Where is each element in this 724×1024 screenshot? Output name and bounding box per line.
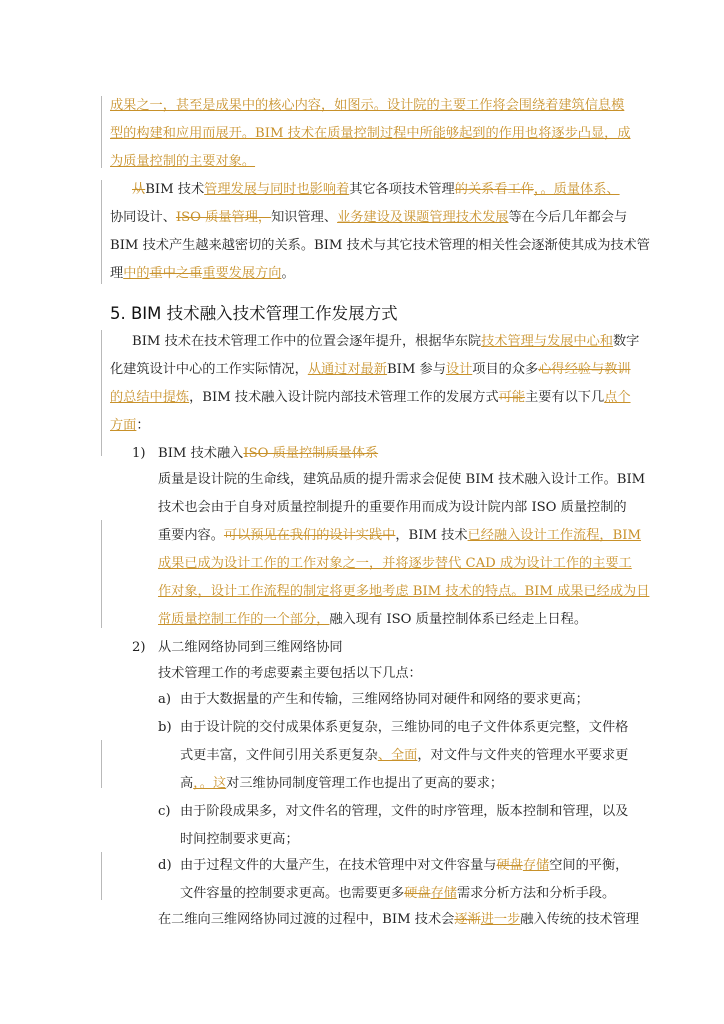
body-text: 由于阶段成果多，对文件名的管理，文件的时序管理，版本控制和管理，以及 — [180, 804, 629, 819]
inserted-text: 的总结中提炼 — [110, 390, 190, 405]
paragraph-line — [110, 210, 630, 226]
body-text: ，BIM 技术融入设计院内部技术管理工作的发展方式 — [189, 390, 499, 405]
deleted-text: 的关系看工作 — [454, 182, 534, 197]
paragraph-line — [110, 418, 630, 434]
body-text: 在二维向三维网络协同过渡的过程中，BIM 技术会 — [158, 912, 455, 927]
paragraph-line — [110, 362, 630, 378]
inserted-text: 设计 — [445, 362, 473, 377]
sub-list-marker: a) — [158, 692, 172, 707]
body-text: 项目的众多 — [472, 362, 539, 377]
deleted-text: 可能 — [498, 390, 526, 405]
section-heading: 5. BIM 技术融入技术管理工作发展方式 — [110, 304, 398, 323]
paragraph-line — [110, 390, 630, 406]
inserted-text: 进一步 — [480, 912, 521, 927]
paragraph-line — [158, 472, 678, 488]
deleted-text: 从 — [132, 182, 146, 197]
body-text: 时间控制要求更高； — [180, 832, 299, 847]
revision-change-bar — [101, 852, 102, 900]
list-item-title — [158, 640, 678, 656]
body-text: ： — [136, 418, 150, 433]
inserted-text: 已经融入设计工作流程，BIM — [467, 528, 642, 543]
body-text: 。 — [281, 266, 295, 281]
inserted-text: 常质量控制工作的一个部分， — [158, 612, 330, 627]
list-number: 1) — [132, 446, 146, 461]
body-text: 需求分析方法和分析手段。 — [456, 886, 616, 901]
revision-change-bar — [101, 740, 102, 788]
inserted-text: 存储 — [430, 886, 457, 901]
revision-change-bar — [101, 180, 102, 284]
inserted-text: 型的构建和应用而展开。BIM 技术在质量控制过程中所能够起到的作用也将逐步凸显，成 — [110, 126, 631, 141]
body-text: 高 — [180, 776, 194, 791]
body-text: 知识管理、 — [271, 210, 338, 225]
sub-list-line — [180, 832, 700, 848]
inserted-text: 、全面 — [377, 748, 418, 763]
body-text: 质量是设计院的生命线，建筑品质的提升需求会促使 BIM 技术融入设计工作。BIM — [158, 472, 646, 487]
inserted-text: 作对象，设计工作流程的制定将更多地考虑 BIM 技术的特点。BIM 成果已经成为日 — [158, 584, 650, 599]
body-text: ，BIM 技术 — [395, 528, 468, 543]
body-text: 融入传统的技术管理 — [520, 912, 639, 927]
sub-list-line — [180, 692, 700, 708]
inserted-text: 成果之一，甚至是成果中的核心内容，如图示。设计院的主要工作将会围绕着建筑信息模 — [110, 98, 625, 113]
inserted-text: ，。这 — [193, 776, 227, 791]
body-text: 由于大数据量的产生和传输，三维网络协同对硬件和网络的要求更高； — [180, 692, 589, 707]
inserted-text: 为质量控制的主要对象。 — [110, 154, 256, 169]
body-text: 融入现有 ISO 质量控制体系已经走上日程。 — [329, 612, 588, 627]
body-text: 从二维网络协同到三维网络协同 — [158, 640, 343, 655]
inserted-text: 管理发展与同时也影响着 — [204, 182, 350, 197]
revision-change-bar — [101, 520, 102, 628]
inserted-text: 方面 — [110, 418, 137, 433]
paragraph-line — [158, 912, 678, 928]
paragraph-line — [110, 98, 630, 114]
paragraph-line — [158, 500, 678, 516]
sub-list-line — [180, 858, 700, 874]
body-text: 理 — [110, 266, 124, 281]
paragraph-line — [158, 584, 678, 600]
deleted-text: ISO 质量控制质量体系 — [243, 446, 379, 461]
body-text: 技术管理工作的考虑要素主要包括以下几点： — [158, 666, 422, 681]
paragraph-line — [110, 266, 630, 282]
inserted-text: 存储 — [522, 858, 550, 873]
deleted-text: 重中之重 — [149, 266, 203, 281]
body-text: 由于过程文件的大量产生，在技术管理中对文件容量与 — [180, 858, 497, 873]
inserted-text: 点个 — [604, 390, 631, 405]
sub-list-marker: d) — [158, 858, 172, 873]
inserted-text: 重要发展方向 — [202, 266, 282, 281]
body-text: 其它各项技术管理 — [349, 182, 455, 197]
body-text: 由于设计院的交付成果体系更复杂，三维协同的电子文件体系更完整，文件格 — [180, 720, 629, 735]
sub-list-line — [180, 748, 700, 764]
body-text: 空间的平衡， — [549, 858, 629, 873]
deleted-text: ISO 质量管理， — [175, 210, 272, 225]
body-text: 对三维协同制度管理工作也提出了更高的要求； — [226, 776, 504, 791]
revision-change-bar — [101, 96, 102, 168]
sub-list-line — [180, 804, 700, 820]
body-text: 技术也会由于自身对质量控制提升的重要作用而成为设计院内部 ISO 质量控制的 — [158, 500, 627, 515]
paragraph-line — [132, 334, 652, 350]
body-text: BIM 技术 — [145, 182, 205, 197]
body-text: 文件容量的控制要求更高。也需要更多 — [180, 886, 405, 901]
paragraph-line — [158, 666, 678, 682]
inserted-text: 成果已成为设计工作的工作对象之一，并将逐步替代 CAD 成为设计工作的主要工 — [158, 556, 632, 571]
revision-change-bar — [101, 330, 102, 456]
sub-list-marker: c) — [158, 804, 171, 819]
body-text: 式更丰富，文件间引用关系更复杂 — [180, 748, 378, 763]
list-number: 2) — [132, 640, 146, 655]
paragraph-line — [158, 556, 678, 572]
deleted-text: 可以预见在我们的设计实践中 — [223, 528, 396, 543]
body-text: 协同设计、 — [110, 210, 176, 225]
body-text: BIM 技术在技术管理工作中的位置会逐年提升，根据华东院 — [132, 334, 482, 349]
inserted-text: 技术管理与发展中心和 — [481, 334, 613, 349]
body-text: 数字 — [612, 334, 640, 349]
body-text: 重要内容。 — [158, 528, 224, 543]
inserted-text: 中的 — [123, 266, 150, 281]
paragraph-line — [110, 154, 630, 170]
paragraph-line — [158, 528, 678, 544]
body-text: 等在今后几年都会与 — [508, 210, 628, 225]
sub-list-marker: b) — [158, 720, 172, 735]
inserted-text: 业务建设及课题管理技术发展 — [337, 210, 509, 225]
body-text: BIM 技术产生越来越密切的关系。BIM 技术与其它技术管理的相关性会逐渐使其成为技术管 — [110, 238, 650, 253]
body-text: BIM 参与 — [386, 362, 446, 377]
body-text: BIM 技术融入 — [158, 446, 244, 461]
sub-list-line — [180, 720, 700, 736]
body-text: 主要有以下几 — [525, 390, 605, 405]
deleted-text: 硬盘 — [404, 886, 431, 901]
paragraph-line — [110, 238, 650, 254]
body-text: 化建筑设计中心的工作实际情况， — [110, 362, 308, 377]
paragraph-line — [158, 612, 678, 628]
deleted-text: 硬盘 — [496, 858, 523, 873]
sub-list-line — [180, 886, 700, 902]
paragraph-line — [132, 182, 652, 198]
sub-list-line — [180, 776, 700, 792]
inserted-text: 从通过对最新 — [307, 362, 387, 377]
deleted-text: 逐渐 — [454, 912, 481, 927]
list-item-title — [158, 446, 678, 462]
paragraph-line — [110, 126, 630, 142]
deleted-text: 心得经验与教训 — [538, 362, 631, 377]
body-text: ，对文件与文件夹的管理水平要求更 — [417, 748, 629, 763]
inserted-text: ，。质量体系、 — [533, 182, 620, 197]
